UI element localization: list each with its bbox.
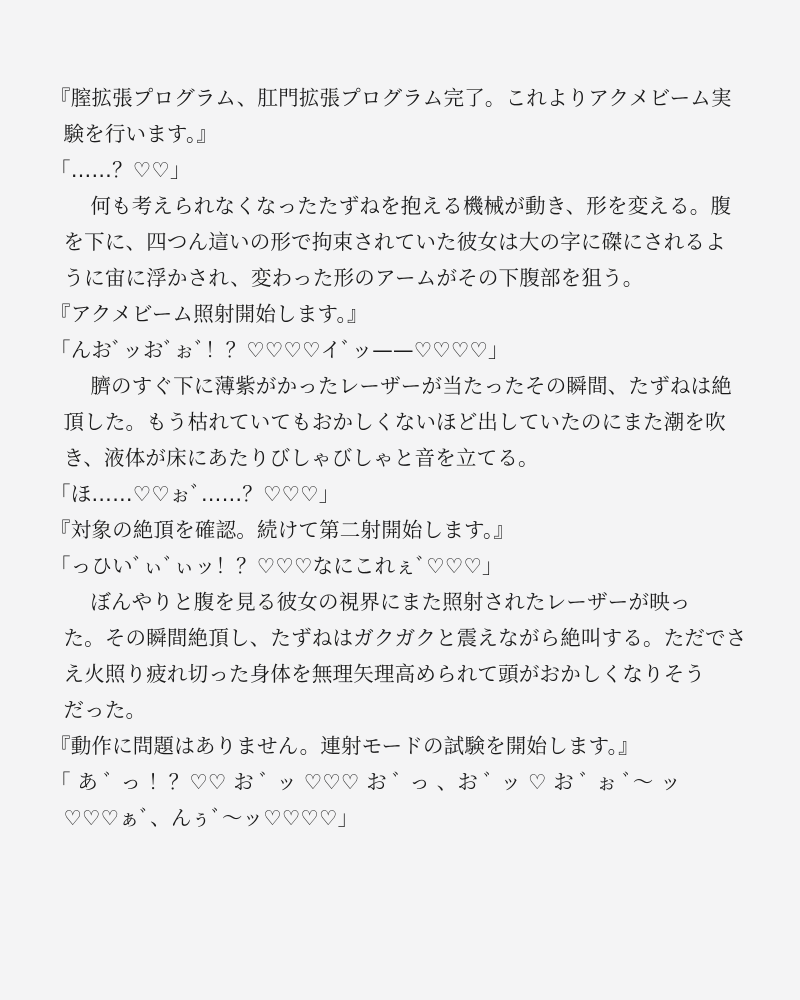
- text-line: 『アクメビーム照射開始します。』: [50, 302, 368, 326]
- text-line: 『動作に問題はありません。連射モードの試験を開始します。』: [50, 734, 639, 758]
- text-line: うに宙に浮かされ、変わった形のアームがその下腹部を狙う。: [50, 266, 644, 290]
- paragraph: [50, 372, 750, 472]
- paragraph: [50, 300, 750, 328]
- paragraph: [50, 156, 750, 184]
- paragraph: [50, 84, 750, 148]
- text-line: 「っひいﾞぃﾞぃッ！？♡♡♡なにこれぇﾞ♡♡♡」: [50, 554, 503, 578]
- text-line: ♡♡♡ぁﾞ、んぅﾞ〜ッ♡♡♡♡」: [50, 806, 359, 830]
- text-line: 「……？♡♡」: [50, 158, 191, 182]
- text-line: た。その瞬間絶頂し、たずねはガクガクと震えながら絶叫する。ただでさ: [50, 626, 747, 650]
- paragraph: [50, 768, 750, 832]
- paragraph: [50, 480, 750, 508]
- paragraph: [50, 588, 750, 724]
- document-body: [50, 84, 750, 840]
- text-line: 「んおﾞッおﾞぉﾞ！？♡♡♡♡イﾞッ——♡♡♡♡」: [50, 338, 509, 362]
- paragraph: [50, 192, 750, 292]
- text-line: 『対象の絶頂を確認。続けて第二射開始します。』: [50, 518, 515, 542]
- text-line: き、液体が床にあたりびしゃびしゃと音を立てる。: [50, 446, 539, 470]
- paragraph: [50, 336, 750, 364]
- text-line: 「ほ……♡♡ぉﾞ……？♡♡♡」: [50, 482, 340, 506]
- text-line: を下に、四つん這いの形で拘束されていた彼女は大の字に磔にされるよ: [50, 230, 726, 254]
- text-line: 『膣拡張プログラム、肛門拡張プログラム完了。これよりアクメビーム実: [50, 86, 732, 110]
- text-line: え火照り疲れ切った身体を無理矢理高められて頭がおかしくなりそう: [50, 662, 706, 686]
- text-line: ぼんやりと腹を見る彼女の視界にまた照射されたレーザーが映っ: [50, 590, 691, 614]
- text-line: 臍のすぐ下に薄紫がかったレーザーが当たったその瞬間、たずねは絶: [50, 374, 733, 398]
- text-line: 験を行います。』: [50, 122, 218, 146]
- text-line: 頂した。もう枯れていてもおかしくないほど出していたのにまた潮を吹: [50, 410, 726, 434]
- text-line: だった。: [50, 698, 147, 722]
- text-line: 何も考えられなくなったたずねを抱える機械が動き、形を変える。腹: [50, 194, 732, 218]
- paragraph: [50, 732, 750, 760]
- paragraph: [50, 516, 750, 544]
- text-line: 「 あ ﾞ っ ！？♡♡ お ﾞ ッ ♡♡♡ お ﾞ っ 、お ﾞ ッ ♡ お ﾞ ぉ ﾞ〜 ッ: [50, 770, 681, 794]
- paragraph: [50, 552, 750, 580]
